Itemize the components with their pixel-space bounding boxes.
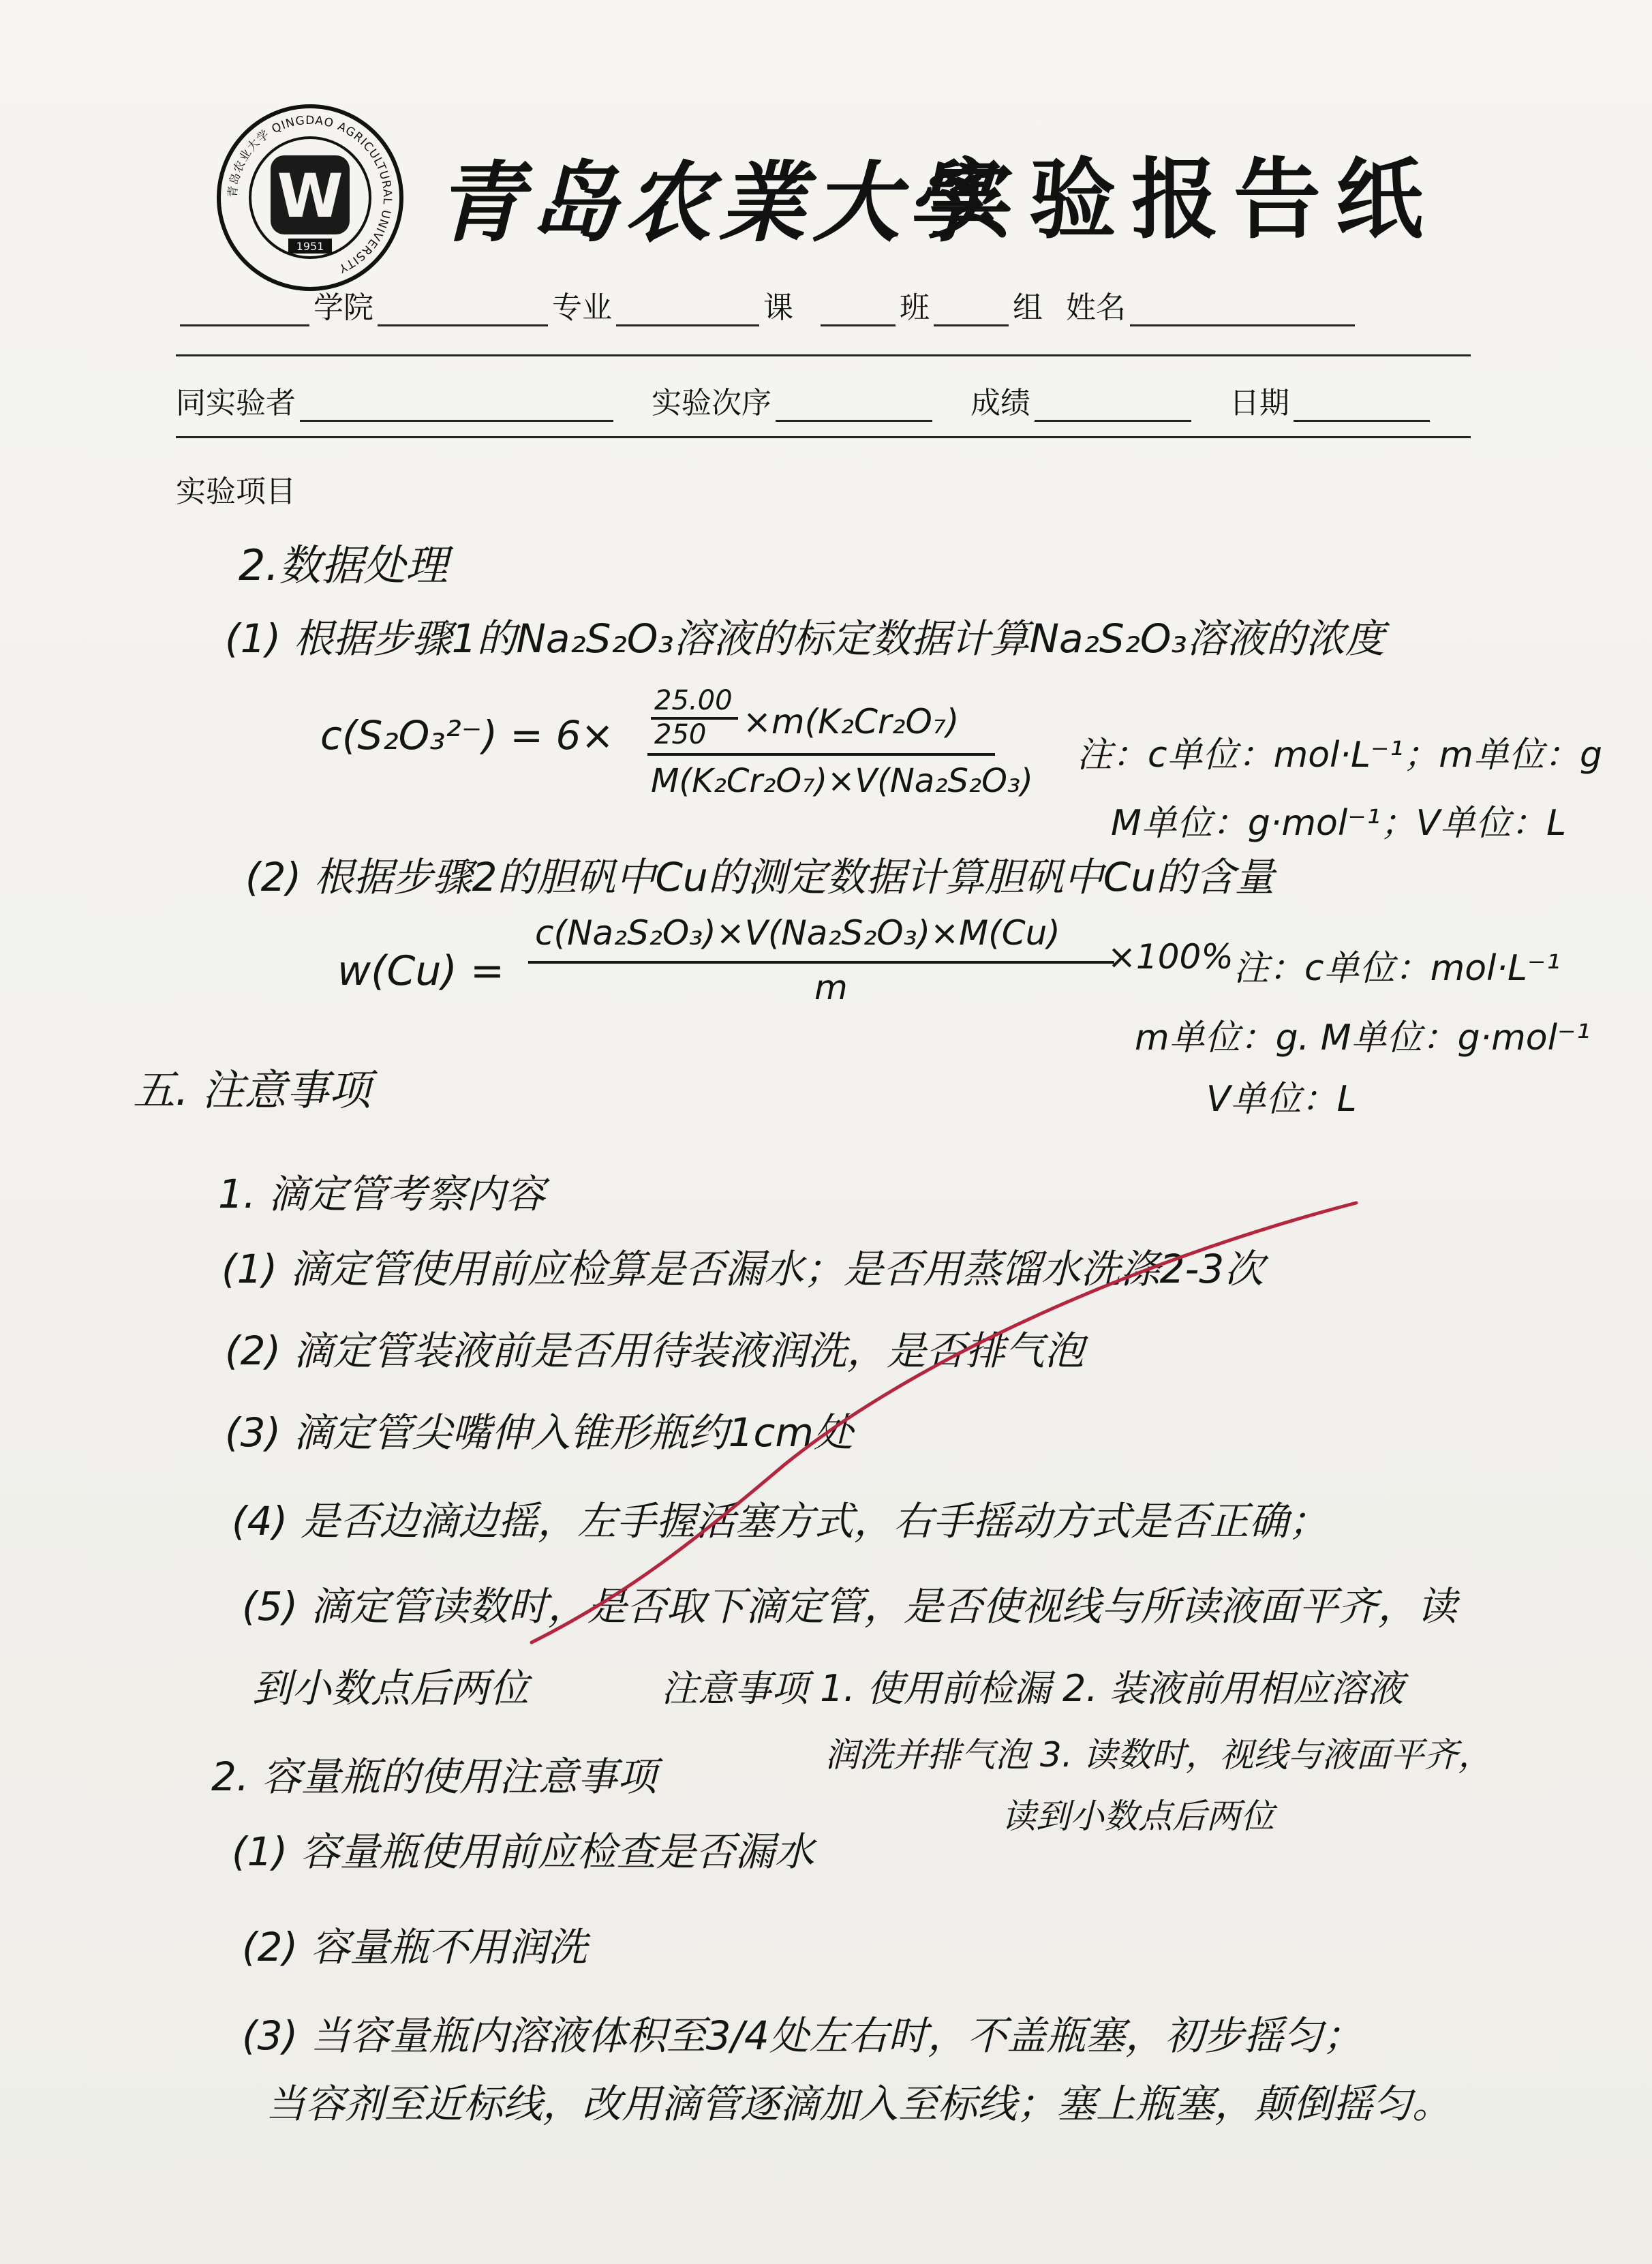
flask-item-3b: 当容剂至近标线，改用滴管逐滴加入至标线；塞上瓶塞，颠倒摇匀。 [266, 2081, 1452, 2127]
burette-item-4: (4) 是否边滴边摇，左手握活塞方式，右手摇动方式是否正确； [232, 1498, 1328, 1544]
burette-title: 1. 滴定管考察内容 [218, 1171, 545, 1217]
formula2-tail: ×100% [1107, 937, 1234, 977]
svg-text:W: W [277, 161, 343, 231]
course-label: 课 [763, 290, 793, 325]
formula2-lhs: w(Cu) = [337, 947, 505, 995]
burette-item-5b: 到小数点后两位 [252, 1665, 530, 1711]
formula2-note-3: V单位：L [1206, 1079, 1357, 1120]
attention-line-2: 润洗并排气泡 3. 读数时，视线与液面平齐， [825, 1735, 1493, 1775]
formula1-num-inner: 25.00 [654, 685, 733, 716]
svg-text:1951: 1951 [296, 240, 324, 253]
formula1-note-1: 注：c单位：mol·L⁻¹；m单位：g [1077, 735, 1602, 776]
burette-item-3: (3) 滴定管尖嘴伸入锥形瓶约1cm处 [225, 1409, 853, 1456]
flask-item-1: (1) 容量瓶使用前应检查是否漏水 [232, 1829, 814, 1875]
formula2-note-2: m单位：g. M单位：g·mol⁻¹ [1135, 1018, 1591, 1058]
flask-title: 2. 容量瓶的使用注意事项 [211, 1754, 657, 1800]
formula1-num-rest: ×m(K₂Cr₂O₇) [743, 702, 960, 741]
order-label: 实验次序 [652, 386, 771, 420]
report-title: 实验报告纸 [927, 149, 1439, 251]
score-label: 成绩 [970, 386, 1030, 420]
major-label: 专业 [552, 290, 612, 325]
college-label: 学院 [313, 290, 373, 325]
flask-item-3a: (3) 当容量瓶内溶液体积至3/4处左右时，不盖瓶塞，初步摇匀； [242, 2013, 1362, 2059]
section5-heading: 五. 注意事项 [133, 1065, 371, 1115]
formula2-note-1: 注：c单位：mol·L⁻¹ [1234, 948, 1561, 989]
group-label: 组 [1013, 290, 1043, 325]
formula2-numerator: c(Na₂S₂O₃)×V(Na₂S₂O₃)×M(Cu) [535, 913, 1060, 953]
formula1-denominator: M(K₂Cr₂O₇)×V(Na₂S₂O₃) [651, 762, 1033, 800]
formula2-denominator: m [814, 968, 848, 1007]
date-label: 日期 [1229, 386, 1289, 420]
formula1-note-2: M单位：g·mol⁻¹；V单位：L [1111, 803, 1567, 844]
attention-line-3: 读到小数点后两位 [1002, 1796, 1274, 1836]
university-name: 青岛农業大學 [436, 152, 1001, 254]
formula1-num-inner-den: 250 [654, 719, 707, 750]
burette-item-5a: (5) 滴定管读数时，是否取下滴定管，是否使视线与所读液面平齐，读 [242, 1583, 1457, 1630]
svg-text:青岛农业大学 QINGDAO AGRICULTURAL UN: 青岛农业大学 QINGDAO AGRICULTURAL UNIVERSITY [226, 113, 395, 275]
data-item-1: (1) 根据步骤1的Na₂S₂O₃溶液的标定数据计算Na₂S₂O₃溶液的浓度 [225, 615, 1385, 662]
data-item-2: (2) 根据步骤2的胆矾中Cu的测定数据计算胆矾中Cu的含量 [245, 854, 1275, 900]
flask-item-2: (2) 容量瓶不用润洗 [242, 1924, 587, 1970]
formula1-lhs: c(S₂O₃²⁻) = 6× [320, 712, 614, 759]
burette-item-1: (1) 滴定管使用前应检算是否漏水；是否用蒸馏水洗涤2-3次 [221, 1246, 1264, 1292]
name-label: 姓名 [1066, 290, 1126, 325]
data-processing-heading: 2.数据处理 [239, 540, 448, 590]
experiment-project-label: 实验项目 [176, 474, 296, 509]
burette-item-2: (2) 滴定管装液前是否用待装液润洗，是否排气泡 [225, 1328, 1084, 1374]
partner-label: 同实验者 [176, 386, 296, 420]
attention-line-1: 注意事项 1. 使用前检漏 2. 装液前用相应溶液 [661, 1667, 1404, 1710]
class-label: 班 [900, 290, 930, 325]
